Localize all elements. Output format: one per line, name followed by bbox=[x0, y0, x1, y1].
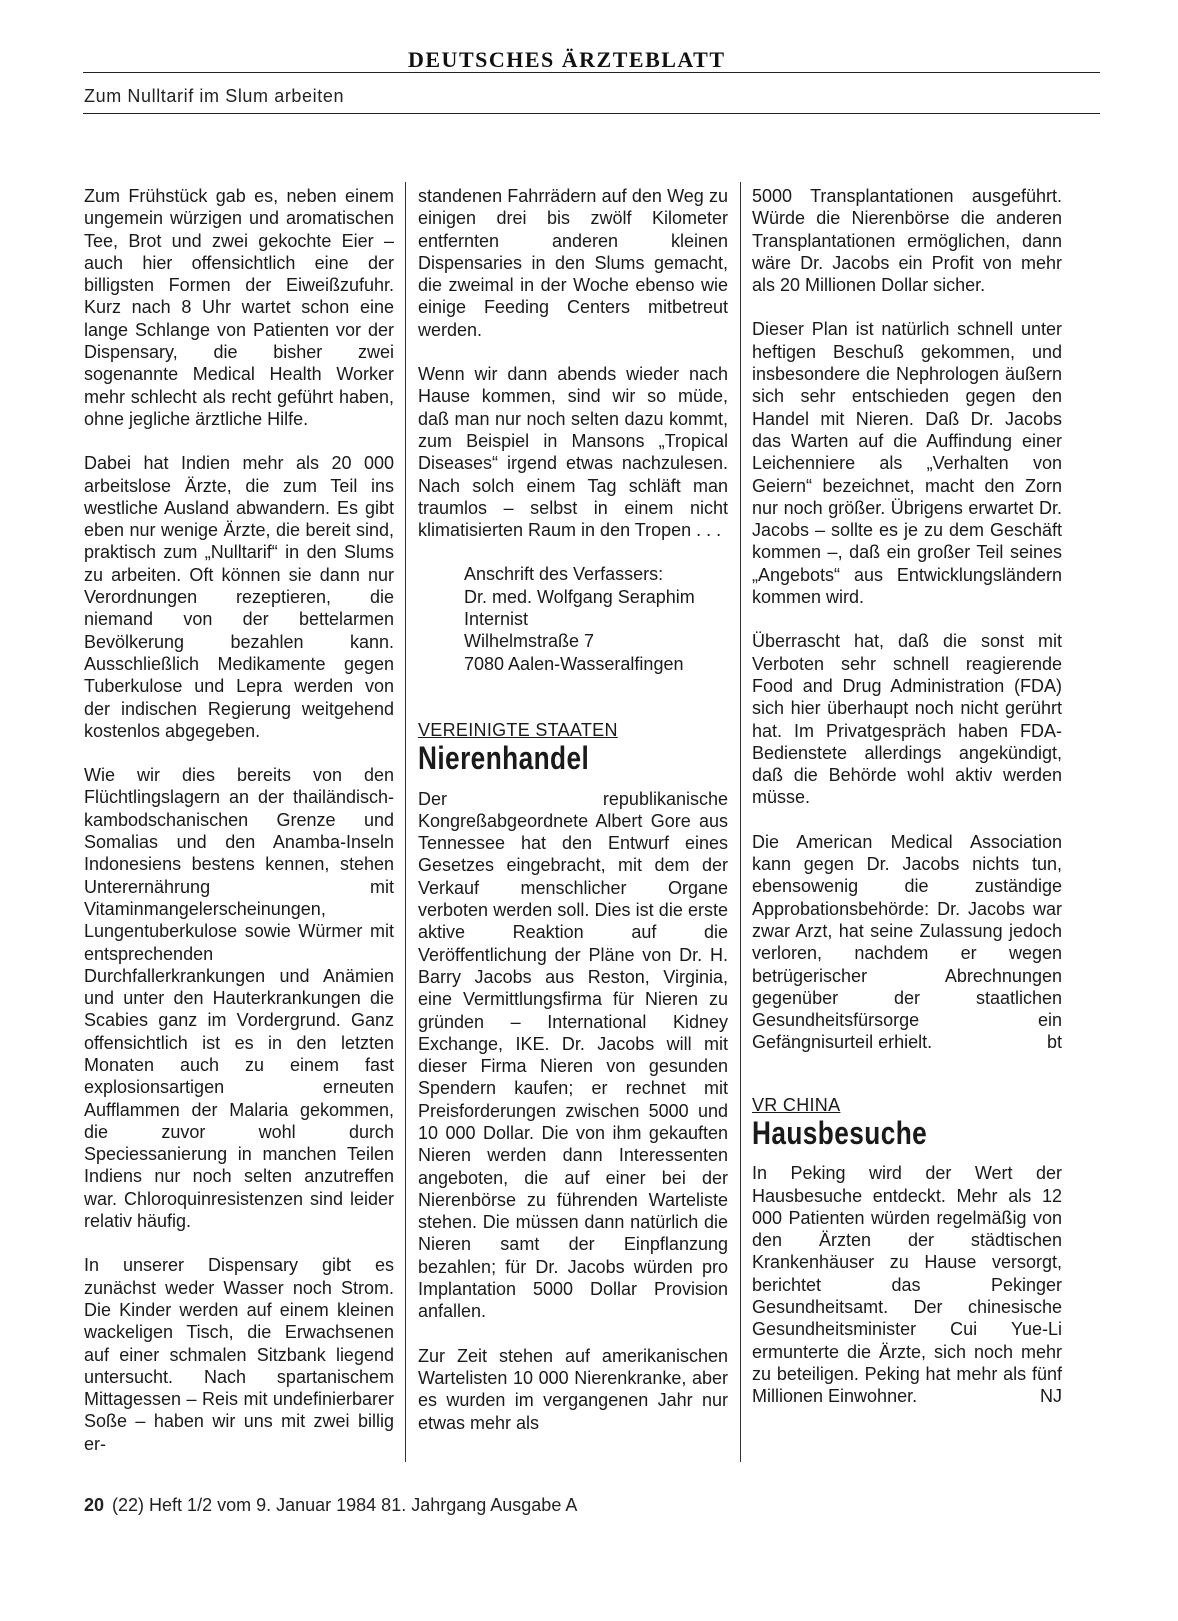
paragraph: Zum Frühstück gab es, neben einem ungemein würzigen und aromatischen Tee, Brot und zwei gekochte Eier – auch hier offensichtlich eine der billigsten Formen der Eiweißzufuhr. Kurz nach 8 Uhr wartet schon eine lange Schlange von Patienten vor der Dispensary, die bisher zwei sogenannte Medical Health Worker mehr schlecht als recht geführt haben, ohne jegliche ärztliche Hilfe. bbox=[84, 186, 394, 429]
paragraph: standenen Fahrrädern auf den Weg zu einigen drei bis zwölf Kilometer entfernten anderen kleinen Dispensaries in den Slums gemacht, die zweimal in der Woche ebenso wie einige Feeding Centers mitbetreut werden. bbox=[418, 186, 728, 340]
column-2 bbox=[418, 185, 728, 1434]
issue-info: (22) Heft 1/2 vom 9. Januar 1984 81. Jahrgang Ausgabe A bbox=[112, 1495, 578, 1515]
paragraph: Wie wir dies bereits von den Flüchtlingslagern an der thailändisch-kambodschanischen Grenze und Somalias und den Anamba-Inseln Indonesiens bestens kennen, stehen Unterernährung mit Vitaminmangelerscheinungen, Lungentuberkulose sowie Würmer mit entsprechenden Durchfallerkrankungen und Anämien und unter den Hauterkrankungen die Scabies ganz im Vordergrund. Ganz offensichtlich ist es in den letzten Monaten auch zu einem fast explosionsartigen erneuten Aufflammen der Malaria gekommen, die zuvor wohl durch Speciessanierung in manchen Teilen Indiens nur noch selten anzutreffen war. Chloroquinresistenzen sind leider relativ häufig. bbox=[84, 765, 394, 1232]
paragraph-text: In Peking wird der Wert der Hausbesuche entdeckt. Mehr als 12 000 Patienten würden regelmäßig von den Ärzten der städtischen Krankenhäuser zu Hause versorgt, berichtet das Pekinger Gesundheitsamt. Der chinesische Gesundheitsminister Cui Yue-Li ermunterte die Ärzte, sich noch mehr zu beteiligen. Peking hat mehr als fünf Millionen Einwohner. bbox=[752, 1163, 1062, 1407]
author-initials: NJ bbox=[1040, 1386, 1062, 1407]
section-kicker: VEREINIGTE STAATEN bbox=[418, 719, 618, 740]
author-initials: bt bbox=[1046, 1032, 1062, 1053]
column-divider bbox=[740, 182, 741, 1462]
address-line: Anschrift des Verfassers: bbox=[464, 564, 664, 585]
paragraph: Dabei hat Indien mehr als 20 000 arbeitslose Ärzte, die zum Teil ins westliche Ausland abwandern. Es gibt eben nur wenige Ärzte, die bereit sind, praktisch zum „Nulltarif“ in den Slums zu arbeiten. Oft können sie dann nur Verordnungen rezeptieren, die niemand von der bettelarmen Bevölkerung bezahlen kann. Ausschließlich Medikamente gegen Tuberkulose und Lepra werden von der indischen Regierung weitgehend kostenlos abgegeben. bbox=[84, 453, 394, 741]
column-divider bbox=[405, 182, 406, 1462]
paragraph bbox=[752, 1162, 1062, 1407]
section-kicker: VR CHINA bbox=[752, 1094, 841, 1115]
page-number: 20 bbox=[84, 1495, 105, 1515]
address-line: Dr. med. Wolfgang Seraphim bbox=[464, 586, 695, 607]
address-line: Wilhelmstraße 7 bbox=[464, 631, 595, 652]
paragraph: Dieser Plan ist natürlich schnell unter heftigen Beschuß gekommen, und insbesondere die Nephrologen äußern sich sehr entschieden gegen den Handel mit Nieren. Daß Dr. Jacobs das Warten auf die Auffindung einer Leichenniere als „Verhalten von Geiern“ bezeichnet, macht den Zorn nur noch größer. Übrigens erwartet Dr. Jacobs – sollte es je zu dem Geschäft kommen –, daß ein großer Teil seines „Angebots“ aus Entwicklungsländern kommen wird. bbox=[752, 319, 1062, 608]
running-title: Zum Nulltarif im Slum arbeiten bbox=[84, 86, 345, 106]
paragraph: 5000 Transplantationen ausgeführt. Würde die Nierenbörse die anderen Transplantationen ermöglichen, dann wäre Dr. Jacobs ein Profit von mehr als 20 Millionen Dollar sicher. bbox=[752, 186, 1062, 296]
paragraph: Überrascht hat, daß die sonst mit Verboten sehr schnell reagierende Food and Drug Administration (FDA) sich hier überhaupt noch nicht gerührt hat. Im Privatgespräch haben FDA-Bedienstete allerdings angekündigt, daß die Behörde wohl aktiv werden müsse. bbox=[752, 631, 1062, 808]
header-rule-top bbox=[83, 72, 1100, 73]
article-headline: Hausbesuche bbox=[752, 1114, 928, 1151]
paragraph: In unserer Dispensary gibt es zunächst weder Wasser noch Strom. Die Kinder werden auf einem kleinen wackeligen Tisch, die Erwachsenen auf einer schmalen Sitzbank liegend untersucht. Nach spartanischem Mittagessen – Reis mit undefinierbarer Soße – haben wir uns mit zwei billig er- bbox=[84, 1255, 394, 1454]
paragraph: Zur Zeit stehen auf amerikanischen Wartelisten 10 000 Nierenkranke, aber es wurden im vergangenen Jahr nur etwas mehr als bbox=[418, 1345, 728, 1433]
paragraph: Wenn wir dann abends wieder nach Hause kommen, sind wir so müde, daß man nur noch selten dazu kommt, zum Beispiel in Mansons „Tropical Diseases“ irgend etwas nachzulesen. Nach solch einem Tag schläft man traumlos – selbst in einem nicht klimatisierten Raum in den Tropen . . . bbox=[418, 364, 728, 541]
address-line: Internist bbox=[464, 609, 529, 630]
column-3 bbox=[752, 185, 1062, 1408]
paragraph bbox=[752, 831, 1062, 1054]
address-line: 7080 Aalen-Wasseralfingen bbox=[464, 653, 684, 674]
paragraph-text: Die American Medical Association kann gegen Dr. Jacobs nichts tun, ebensowenig die zuständige Approbationsbehörde: Dr. Jacobs war zwar Arzt, hat seine Zulassung jedoch verloren, nachdem er wegen betrügerischer Abrechnungen gegenüber der staatlichen Gesundheitsfürsorge ein Gefängnisurteil erhielt. bbox=[752, 831, 1062, 1053]
column-1 bbox=[84, 185, 394, 1455]
article-headline: Nierenhandel bbox=[418, 740, 590, 777]
paragraph: Der republikanische Kongreßabgeordnete Albert Gore aus Tennessee hat den Entwurf eines Gesetzes eingebracht, mit dem der Verkauf menschlicher Organe verboten werden soll. Dies ist die erste aktive Reaktion auf die Veröffentlichung der Pläne von Dr. H. Barry Jacobs aus Reston, Virginia, eine Vermittlungsfirma für Nieren zu gründen – International Kidney Exchange, IKE. Dr. Jacobs will mit dieser Firma Nieren von gesunden Spendern kaufen; er rechnet mit Preisforderungen zwischen 5000 und 10 000 Dollar. Die von ihm gekauften Nieren werden dann Interessenten angeboten, die auf einer bei der Nierenbörse zu führenden Warteliste stehen. Die müssen dann natürlich die Nieren samt der Einpflanzung bezahlen; für Dr. Jacobs würden pro Implantation 5000 Dollar Provision anfallen. bbox=[418, 788, 728, 1322]
page-footer bbox=[84, 1495, 577, 1516]
header-rule-bottom bbox=[83, 113, 1100, 114]
masthead: DEUTSCHES ÄRZTEBLATT bbox=[408, 47, 726, 72]
author-address bbox=[464, 563, 728, 674]
